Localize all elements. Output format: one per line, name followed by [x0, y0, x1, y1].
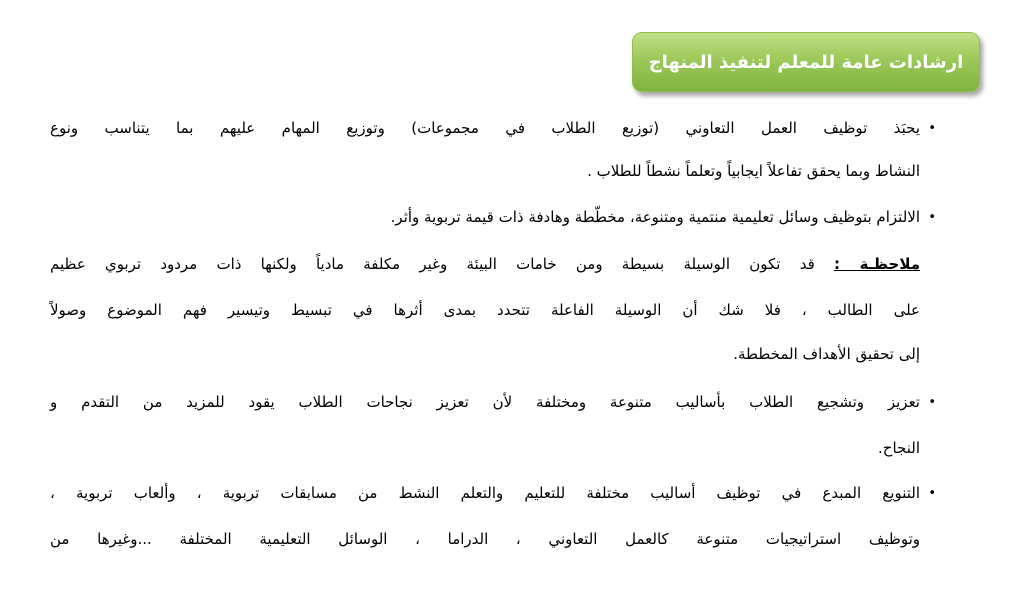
bullet-3-text-2: النجاح.: [878, 439, 920, 457]
note-text-2: على الطالب ، فلا شك أن الوسيلة الفاعلة تتحدد بمدى أثرها في تبسيط وتيسير فهم الموضوع وصولاً: [50, 301, 920, 319]
note-line-2: [50, 300, 920, 320]
note-line-1: [50, 254, 920, 274]
bullet-3-line-2: [878, 438, 920, 458]
bullet-2-line-1: [390, 207, 936, 227]
bullet-3-line-1: [50, 392, 936, 412]
bullet-4-line-2: [50, 529, 920, 549]
bullet-4-text-2: وتوظيف استراتيجيات متنوعة كالعمل التعاوني ، الدراما ، الوسائل التعليمية المختلفة ...وغيرها من: [50, 530, 920, 548]
bullet-4-text-1: التنويع المبدع في توظيف أساليب مختلفة للتعليم والتعلم النشط من مسابقات تربوية ، وألعاب تربوية ،: [50, 484, 920, 502]
note-text-3: إلى تحقيق الأهداف المخططة.: [733, 345, 920, 363]
bullet-1-line-1: [50, 118, 936, 138]
bullet-icon: •: [928, 486, 936, 501]
bullet-icon: •: [928, 121, 936, 136]
title-banner: [632, 32, 980, 92]
note-line-3: [733, 344, 920, 364]
note-label: ملاحظـة :: [834, 255, 920, 273]
bullet-icon: •: [928, 210, 936, 225]
note-text-1: قد تكون الوسيلة بسيطة ومن خامات البيئة وغير مكلفة مادياً ولكنها ذات مردود تربوي عظيم: [50, 255, 815, 273]
page-title: ارشادات عامة للمعلم لتنفيذ المنهاج: [648, 51, 964, 73]
bullet-3-text-1: تعزيز وتشجيع الطلاب بأساليب متنوعة ومختلفة لأن تعزيز نجاحات الطلاب يقود للمزيد من التقدم و: [50, 393, 920, 411]
bullet-1-text-2: النشاط وبما يحقق تفاعلاً ايجابياً وتعلماً نشطاً للطلاب .: [587, 162, 920, 180]
bullet-1-text-1: يحبَذ توظيف العمل التعاوني (توزيع الطلاب في مجموعات) وتوزيع المهام عليهم بما يتناسب ونوع: [50, 119, 920, 137]
bullet-1-line-2: [587, 161, 920, 181]
bullet-4-line-1: [50, 483, 936, 503]
bullet-2-text-1: الالتزام بتوظيف وسائل تعليمية منتمية ومتنوعة، مخطّطة وهادفة ذات قيمة تربوية وأثر.: [390, 208, 920, 226]
bullet-icon: •: [928, 395, 936, 410]
